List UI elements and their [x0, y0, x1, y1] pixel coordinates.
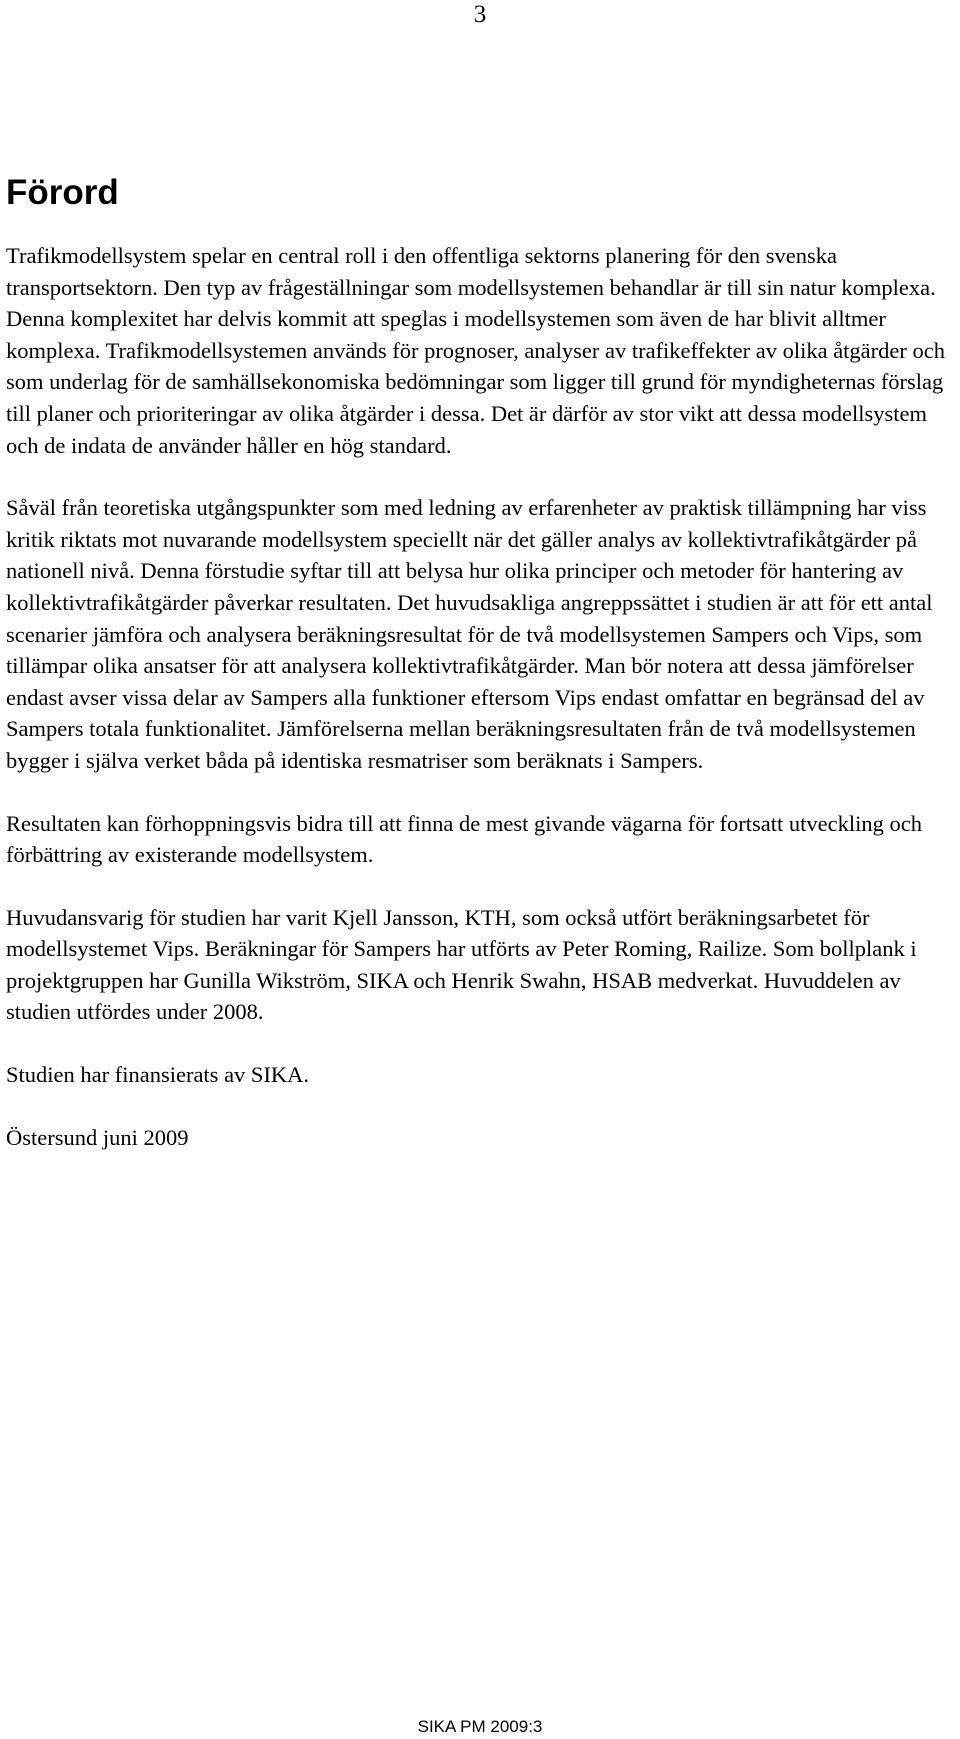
- page-footer: SIKA PM 2009:3: [417, 1717, 543, 1736]
- paragraph-contributors: Huvudansvarig för studien har varit Kjell Jansson, KTH, som också utfört beräkningsarbetet för modellsystemet Vips. Beräkningar för Sampers har utförts av Peter Roming, Railize. Som bollplank i projektgruppen har Gunilla Wikström, SIKA och Henrik Swahn, HSAB medverkat. Huvuddelen av studien utfördes under 2008.: [6, 904, 917, 1025]
- paragraph-funding: Studien har finansierats av SIKA.: [6, 1062, 310, 1088]
- paragraph-study-purpose: Såväl från teoretiska utgångspunkter som med ledning av erfarenheter av praktisk tillämpning har viss kritik riktats mot nuvarande modellsystem speciellt när det gäller analys av kollektivtrafikåtgärder på nationell nivå. Denna förstudie syftar till att belysa hur olika principer och metoder för hantering av kollektivtrafikåtgärder påverkar resultaten. Det huvudsakliga angreppssättet i studien är att för ett antal scenarier jämföra och analysera beräkningsresultat för de två modellsystemen Sampers och Vips, som tillämpar olika ansatser för att analysera kollektivtrafikåtgärder. Man bör notera att dessa jämförelser endast avser vissa delar av Sampers alla funktioner eftersom Vips endast omfattar en begränsad del av Sampers totala funktionalitet. Jämförelserna mellan beräkningsresultaten från de två modellsystemen bygger i själva verket båda på identiska resmatriser som beräknats i Sampers.: [6, 495, 933, 773]
- page-number: 3: [473, 1, 487, 28]
- paragraph-results: Resultaten kan förhoppningsvis bidra till att finna de mest givande vägarna för fortsatt utveckling och förbättring av existerande modellsystem.: [6, 810, 923, 868]
- paragraph-place-date: Östersund juni 2009: [6, 1124, 189, 1150]
- paragraph-intro: Trafikmodellsystem spelar en central roll i den offentliga sektorns planering för den svenska transportsektorn. Den typ av frågeställningar som modellsystemen behandlar är till sin natur komplexa. Denna komplexitet har delvis kommit att speglas i modellsystemen som även de har blivit alltmer komplexa. Trafikmodellsystemen används för prognoser, analyser av trafikeffekter av olika åtgärder och som underlag för de samhällsekonomiska bedömningar som ligger till grund för myndigheternas förslag till planer och prioriteringar av olika åtgärder i dessa. Det är därför av stor vikt att dessa modellsystem och de indata de använder håller en hög standard.: [6, 243, 946, 458]
- document-body: [6, 172, 956, 1184]
- page-title: Förord: [6, 173, 119, 212]
